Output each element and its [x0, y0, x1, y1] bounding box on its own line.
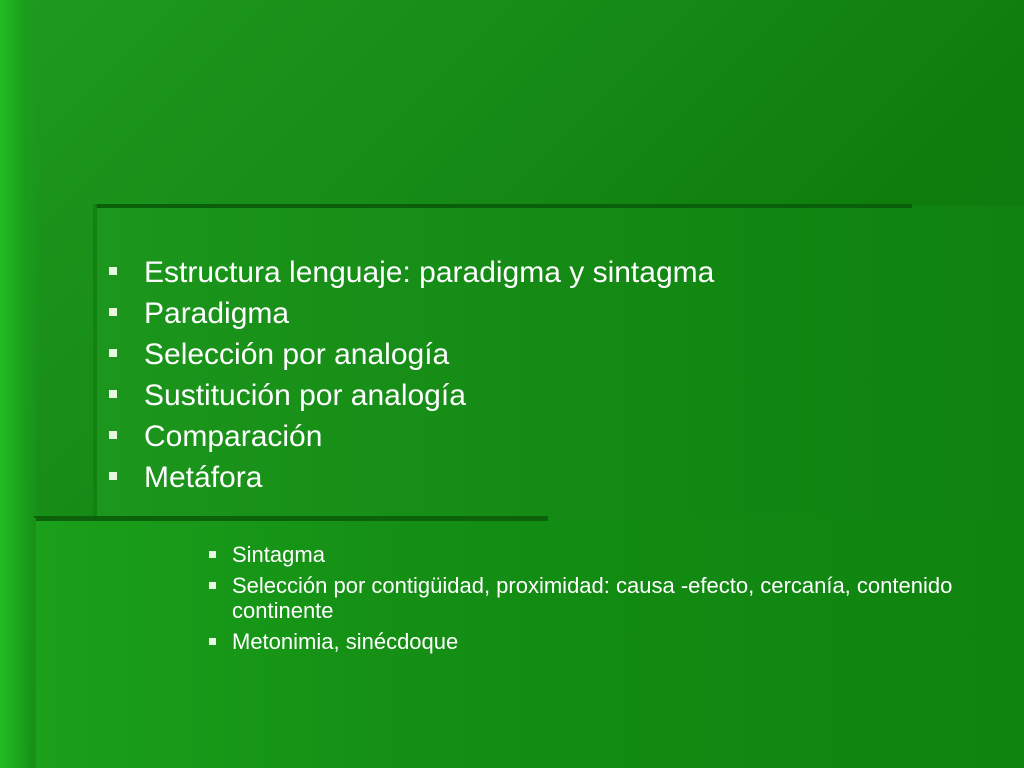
sub-bullet-text: Metonimia, sinécdoque	[232, 629, 459, 654]
main-bullet-text: Metáfora	[144, 461, 263, 494]
upper-panel-top-rule	[96, 204, 912, 208]
square-bullet-icon	[109, 431, 117, 439]
main-bullet-item	[104, 416, 714, 457]
main-bullet-item	[104, 375, 714, 416]
square-bullet-icon	[109, 308, 117, 316]
sub-bullet-text: Selección por contigüidad, proximidad: causa -efecto, cercanía, contenido continente	[232, 573, 953, 623]
lower-panel-top-rule	[34, 516, 548, 521]
square-bullet-icon	[109, 390, 117, 398]
main-bullet-text: Sustitución por analogía	[144, 379, 466, 412]
main-bullet-text: Selección por analogía	[144, 338, 450, 371]
square-bullet-icon	[109, 349, 117, 357]
main-bullet-item	[104, 252, 714, 293]
main-bullet-list	[104, 252, 714, 498]
sub-bullet-list	[206, 542, 986, 660]
lower-panel-left-rule	[33, 518, 36, 768]
main-bullet-item	[104, 293, 714, 334]
main-bullet-text: Paradigma	[144, 297, 290, 330]
square-bullet-icon	[109, 267, 117, 275]
main-bullet-item	[104, 334, 714, 375]
square-bullet-icon	[209, 551, 216, 558]
square-bullet-icon	[209, 638, 216, 645]
sub-bullet-item	[206, 629, 986, 654]
square-bullet-icon	[209, 582, 216, 589]
main-bullet-text: Estructura lenguaje: paradigma y sintagma	[144, 256, 715, 289]
square-bullet-icon	[109, 472, 117, 480]
main-bullet-text: Comparación	[144, 420, 323, 453]
main-bullet-item	[104, 457, 714, 498]
sub-bullet-text: Sintagma	[232, 542, 325, 567]
sub-bullet-item	[206, 542, 986, 567]
sub-bullet-item	[206, 573, 986, 623]
